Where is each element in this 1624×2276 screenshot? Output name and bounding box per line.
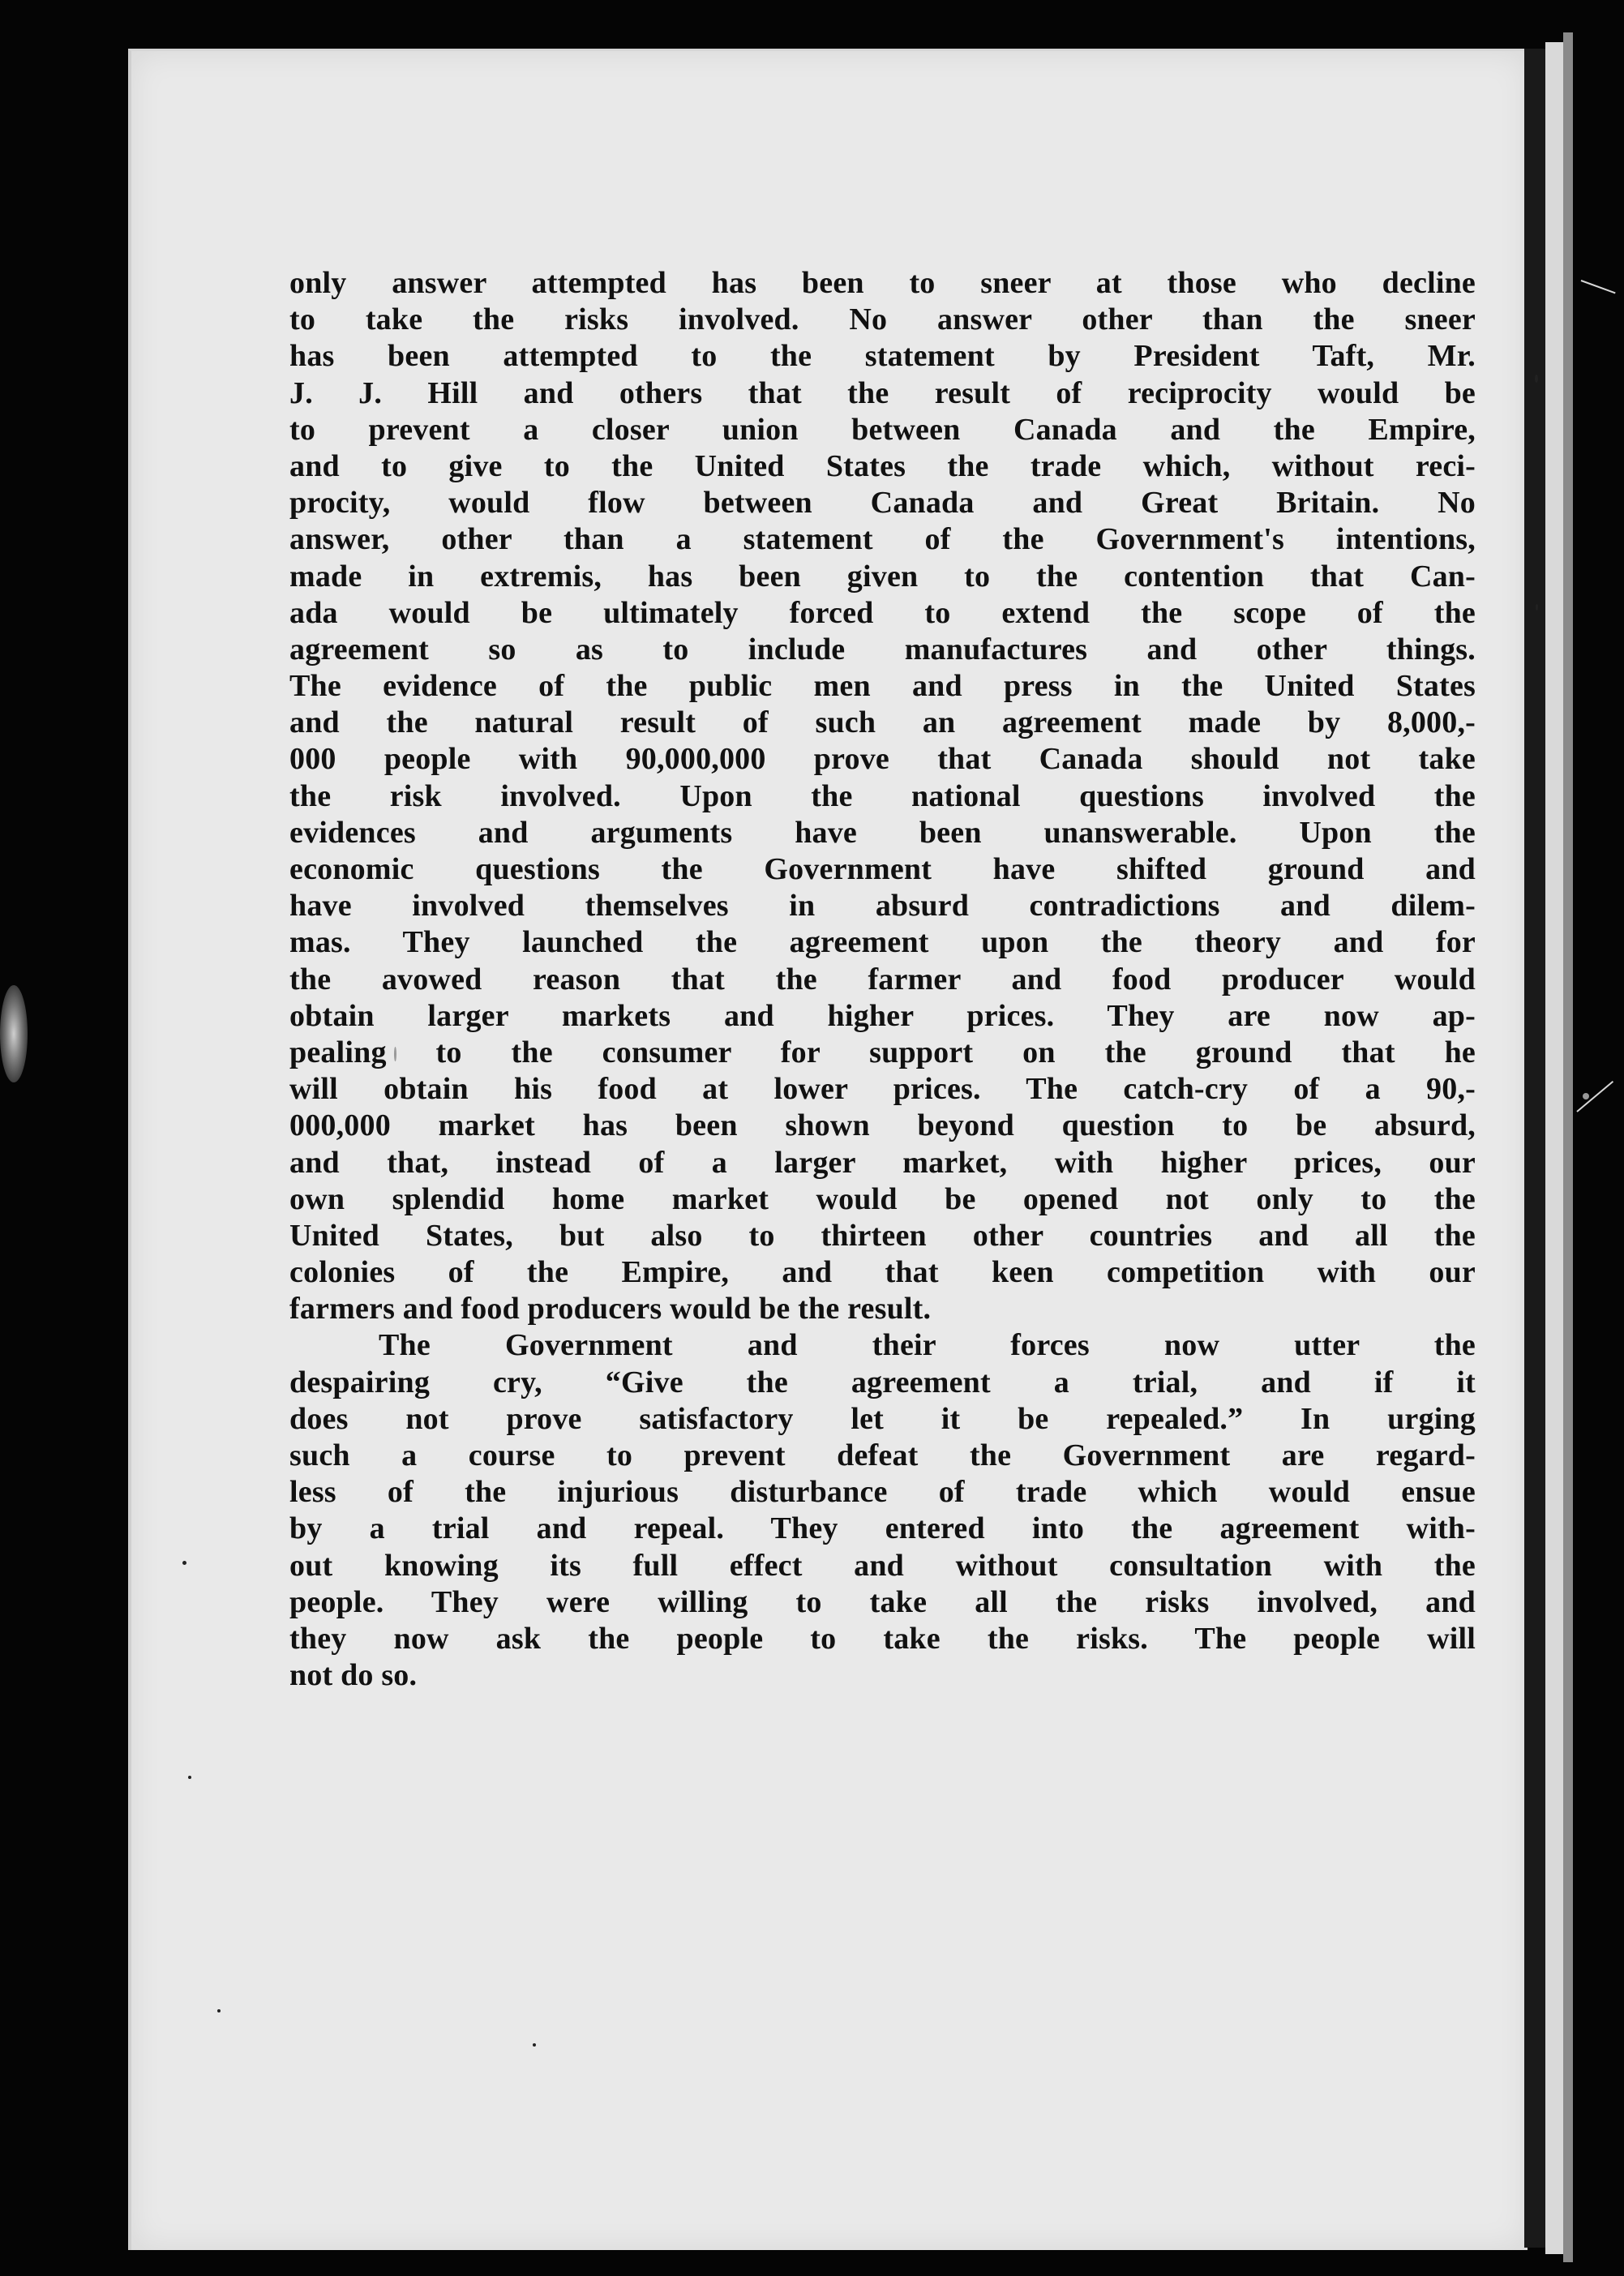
text-line: made in extremis, has been given to the contention that Can- — [289, 559, 1476, 594]
text-line: they now ask the people to take the risks. The people will — [289, 1621, 1476, 1656]
text-line: will obtain his food at lower prices. The catch-cry of a 90,- — [289, 1072, 1476, 1107]
scan-glare-artifact — [0, 985, 28, 1082]
text-line: mas. They launched the agreement upon the theory and for — [289, 925, 1476, 960]
text-line: only answer attempted has been to sneer at those who decline — [289, 266, 1476, 300]
scan-speck — [533, 2043, 536, 2047]
text-line: The evidence of the public men and press in the United States — [289, 669, 1476, 704]
text-line: does not prove satisfactory let it be repealed.” In urging — [289, 1401, 1476, 1436]
text-line: despairing cry, “Give the agreement a trial, and if it — [289, 1365, 1476, 1399]
text-line: The Government and their forces now utter the — [379, 1328, 1476, 1363]
scan-speck — [1536, 604, 1538, 611]
scan-speck — [188, 1776, 191, 1779]
scan-speck — [182, 1561, 186, 1565]
text-line: by a trial and repeal. They entered into the agreement with- — [289, 1511, 1476, 1546]
text-line: the avowed reason that the farmer and food producer would — [289, 962, 1476, 997]
text-line: ada would be ultimately forced to extend the scope of the — [289, 595, 1476, 630]
text-line: pealing to the consumer for support on the ground that he — [289, 1035, 1476, 1069]
text-line: J. J. Hill and others that the result of reciprocity would be — [289, 375, 1476, 410]
text-line: procity, would flow between Canada and Great Britain. No — [289, 486, 1476, 521]
text-line: people. They were willing to take all the risks involved, and — [289, 1584, 1476, 1619]
text-line: agreement so as to include manufactures and other things. — [289, 632, 1476, 667]
text-line: and to give to the United States the trade which, without reci- — [289, 448, 1476, 483]
text-line: out knowing its full effect and without consultation with the — [289, 1548, 1476, 1583]
text-line: not do so. — [289, 1658, 418, 1693]
scan-speck — [217, 2009, 221, 2012]
text-line: less of the injurious disturbance of trade which would ensue — [289, 1475, 1476, 1510]
text-line: has been attempted to the statement by President Taft, Mr. — [289, 339, 1476, 374]
text-line: answer, other than a statement of the Government's intentions, — [289, 522, 1476, 557]
text-line: economic questions the Government have shifted ground and — [289, 852, 1476, 886]
page-edge-shadow — [1563, 32, 1573, 2262]
scan-speck — [1535, 375, 1538, 383]
text-line: 000 people with 90,000,000 prove that Canada should not take — [289, 742, 1476, 777]
paragraph-1 — [289, 265, 1476, 1327]
body-text — [289, 265, 1476, 1694]
text-line: evidences and arguments have been unanswerable. Upon the — [289, 815, 1476, 850]
text-line: to prevent a closer union between Canada and the Empire, — [289, 412, 1476, 447]
text-line: own splendid home market would be opened not only to the — [289, 1181, 1476, 1216]
text-line: to take the risks involved. No answer other than the sneer — [289, 302, 1476, 337]
text-line: obtain larger markets and higher prices. They are now ap- — [289, 998, 1476, 1033]
text-line: and the natural result of such an agreement made by 8,000,- — [289, 705, 1476, 740]
scan-speck — [1583, 1093, 1589, 1099]
page-edge — [1545, 42, 1563, 2254]
text-line: and that, instead of a larger market, with higher prices, our — [289, 1145, 1476, 1180]
text-line: colonies of the Empire, and that keen competition with our — [289, 1255, 1476, 1290]
paragraph-2 — [289, 1327, 1476, 1694]
text-line: the risk involved. Upon the national questions involved the — [289, 778, 1476, 813]
text-line: United States, but also to thirteen other countries and all the — [289, 1218, 1476, 1253]
scan-hair-artifact — [1581, 280, 1616, 294]
text-line: farmers and food producers would be the result. — [289, 1292, 932, 1327]
text-line: 000,000 market has been shown beyond question to be absurd, — [289, 1108, 1476, 1143]
text-line: have involved themselves in absurd contradictions and dilem- — [289, 889, 1476, 924]
text-line: such a course to prevent defeat the Government are regard- — [289, 1438, 1476, 1472]
